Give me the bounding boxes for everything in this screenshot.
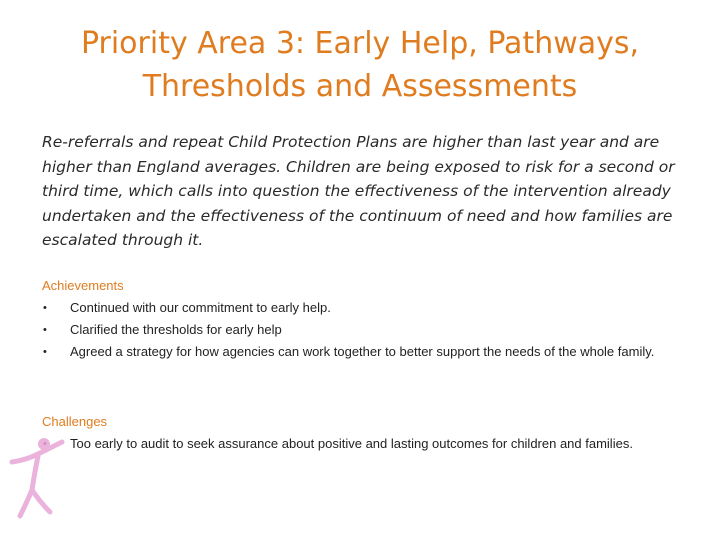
person-figure-icon [4, 432, 74, 522]
challenges-list [42, 433, 662, 455]
list-item-text: Agreed a strategy for how agencies can work together to better support the needs of the whole family. [70, 344, 655, 359]
intro-paragraph: Re-referrals and repeat Child Protection Plans are higher than last year and are higher than England averages. Children are being exposed to risk for a second or third time, which calls into question the effectiveness of the intervention already undertaken and the effectiveness of the continuum of need and how families are escalated through it. [42, 133, 675, 249]
list-item-text: Clarified the thresholds for early help [70, 322, 282, 337]
list-item [42, 297, 662, 319]
list-item [42, 341, 662, 363]
title-line-1: Priority Area 3: Early Help, Pathways, [80, 26, 640, 61]
bullet-icon: • [43, 324, 47, 336]
achievements-list [42, 297, 662, 363]
bullet-icon: • [43, 346, 47, 358]
title-line-2: Thresholds and Assessments [142, 69, 578, 104]
list-item [42, 433, 662, 455]
challenges-heading: Challenges [42, 414, 108, 429]
page-title [30, 22, 690, 108]
list-item [42, 319, 662, 341]
achievements-heading: Achievements [42, 278, 124, 293]
list-item-text: Continued with our commitment to early help. [70, 300, 331, 315]
bullet-icon: • [43, 302, 47, 314]
list-item-text: Too early to audit to seek assurance about positive and lasting outcomes for children and families. [70, 436, 633, 451]
